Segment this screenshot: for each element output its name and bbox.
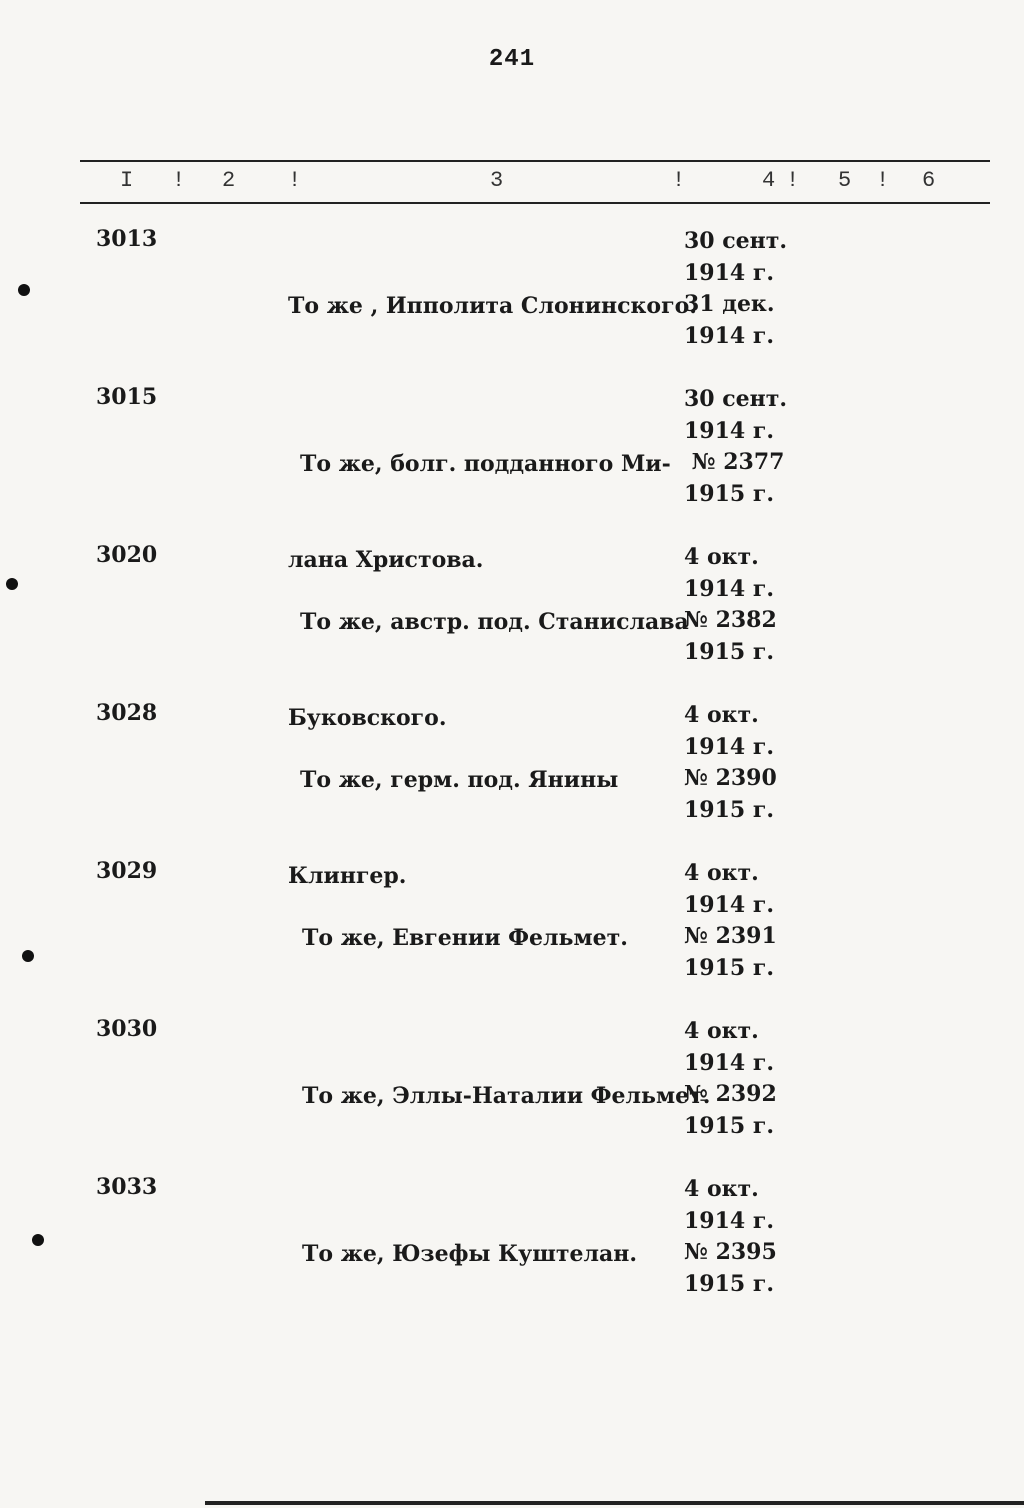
description-line: лана Христова. [288,547,484,573]
record-dates [684,226,824,352]
date-line: 4 окт. [684,1176,759,1202]
record-dates [684,542,824,668]
date-line: 1914 г. [684,322,775,349]
record-description [288,1174,683,1334]
date-line: № 2392 [684,1081,777,1107]
date-line: 1915 г. [684,1112,775,1139]
date-line: 1915 г. [684,1270,775,1297]
column-separator: ! [672,168,686,193]
description-line: То же, Эллы-Наталии Фельмет. [302,1083,711,1109]
date-line: 1914 г. [684,733,775,760]
date-line: 1915 г. [684,638,775,665]
record-number: 3015 [96,384,158,410]
column-separator: ! [786,168,800,193]
date-line: 30 сент. [684,228,788,254]
binding-hole-mark [22,950,34,962]
description-line: Буковского. [288,705,447,731]
date-line: 4 окт. [684,1018,759,1044]
date-line: 4 окт. [684,544,759,570]
record-number: 3033 [96,1174,158,1200]
date-line: 1915 г. [684,796,775,823]
column-6-header: 6 [922,168,936,193]
date-line: 4 окт. [684,702,759,728]
page-bottom-rule [205,1501,1024,1505]
description-line: Клингер. [288,863,407,889]
record-description [288,858,683,1018]
date-line: 1914 г. [684,1207,775,1234]
date-line: № 2382 [684,607,777,633]
date-line: 4 окт. [684,860,759,886]
date-line: 1914 г. [684,259,775,286]
record-dates [684,700,824,826]
table-row [0,1174,1024,1334]
record-number: 3028 [96,700,158,726]
column-1-header: I [120,168,134,193]
binding-hole-mark [6,578,18,590]
description-line: То же, болг. подданного Ми- [300,451,671,477]
description-line: То же, герм. под. Янины [300,767,619,793]
column-4-header: 4 [762,168,776,193]
description-line: То же, Евгении Фельмет. [302,925,628,951]
column-5-header: 5 [838,168,852,193]
record-dates [684,858,824,984]
date-line: 1914 г. [684,1049,775,1076]
column-3-header: 3 [490,168,504,193]
date-line: 30 сент. [684,386,788,412]
column-separator: ! [288,168,302,193]
column-2-header: 2 [222,168,236,193]
binding-hole-mark [18,284,30,296]
column-separator: ! [172,168,186,193]
description-line: То же, Юзефы Куштелан. [302,1241,638,1267]
column-separator: ! [876,168,890,193]
table-header-rule [80,202,990,204]
date-line: № 2395 [684,1239,777,1265]
record-number: 3013 [96,226,158,252]
record-number: 3020 [96,542,158,568]
date-line: № 2377 [684,449,785,475]
page-number: 241 [488,46,536,73]
record-description [288,1016,711,1176]
record-dates [684,1016,824,1142]
date-line: 1915 г. [684,954,775,981]
record-description [288,226,697,386]
table-row [0,1016,1024,1176]
description-line: То же , Ипполита Слонинского. [288,293,697,319]
record-dates [684,384,824,510]
table-top-rule [80,160,990,162]
date-line: 1914 г. [684,417,775,444]
binding-hole-mark [32,1234,44,1246]
record-number: 3030 [96,1016,158,1042]
description-line: То же, австр. под. Станислава [300,609,689,635]
record-number: 3029 [96,858,158,884]
date-line: 1915 г. [684,480,775,507]
date-line: № 2390 [684,765,777,791]
table-row [0,226,1024,386]
date-line: 1914 г. [684,575,775,602]
date-line: № 2391 [684,923,777,949]
date-line: 1914 г. [684,891,775,918]
table-row [0,858,1024,1018]
record-dates [684,1174,824,1300]
date-line: 31 дек. [684,291,775,317]
